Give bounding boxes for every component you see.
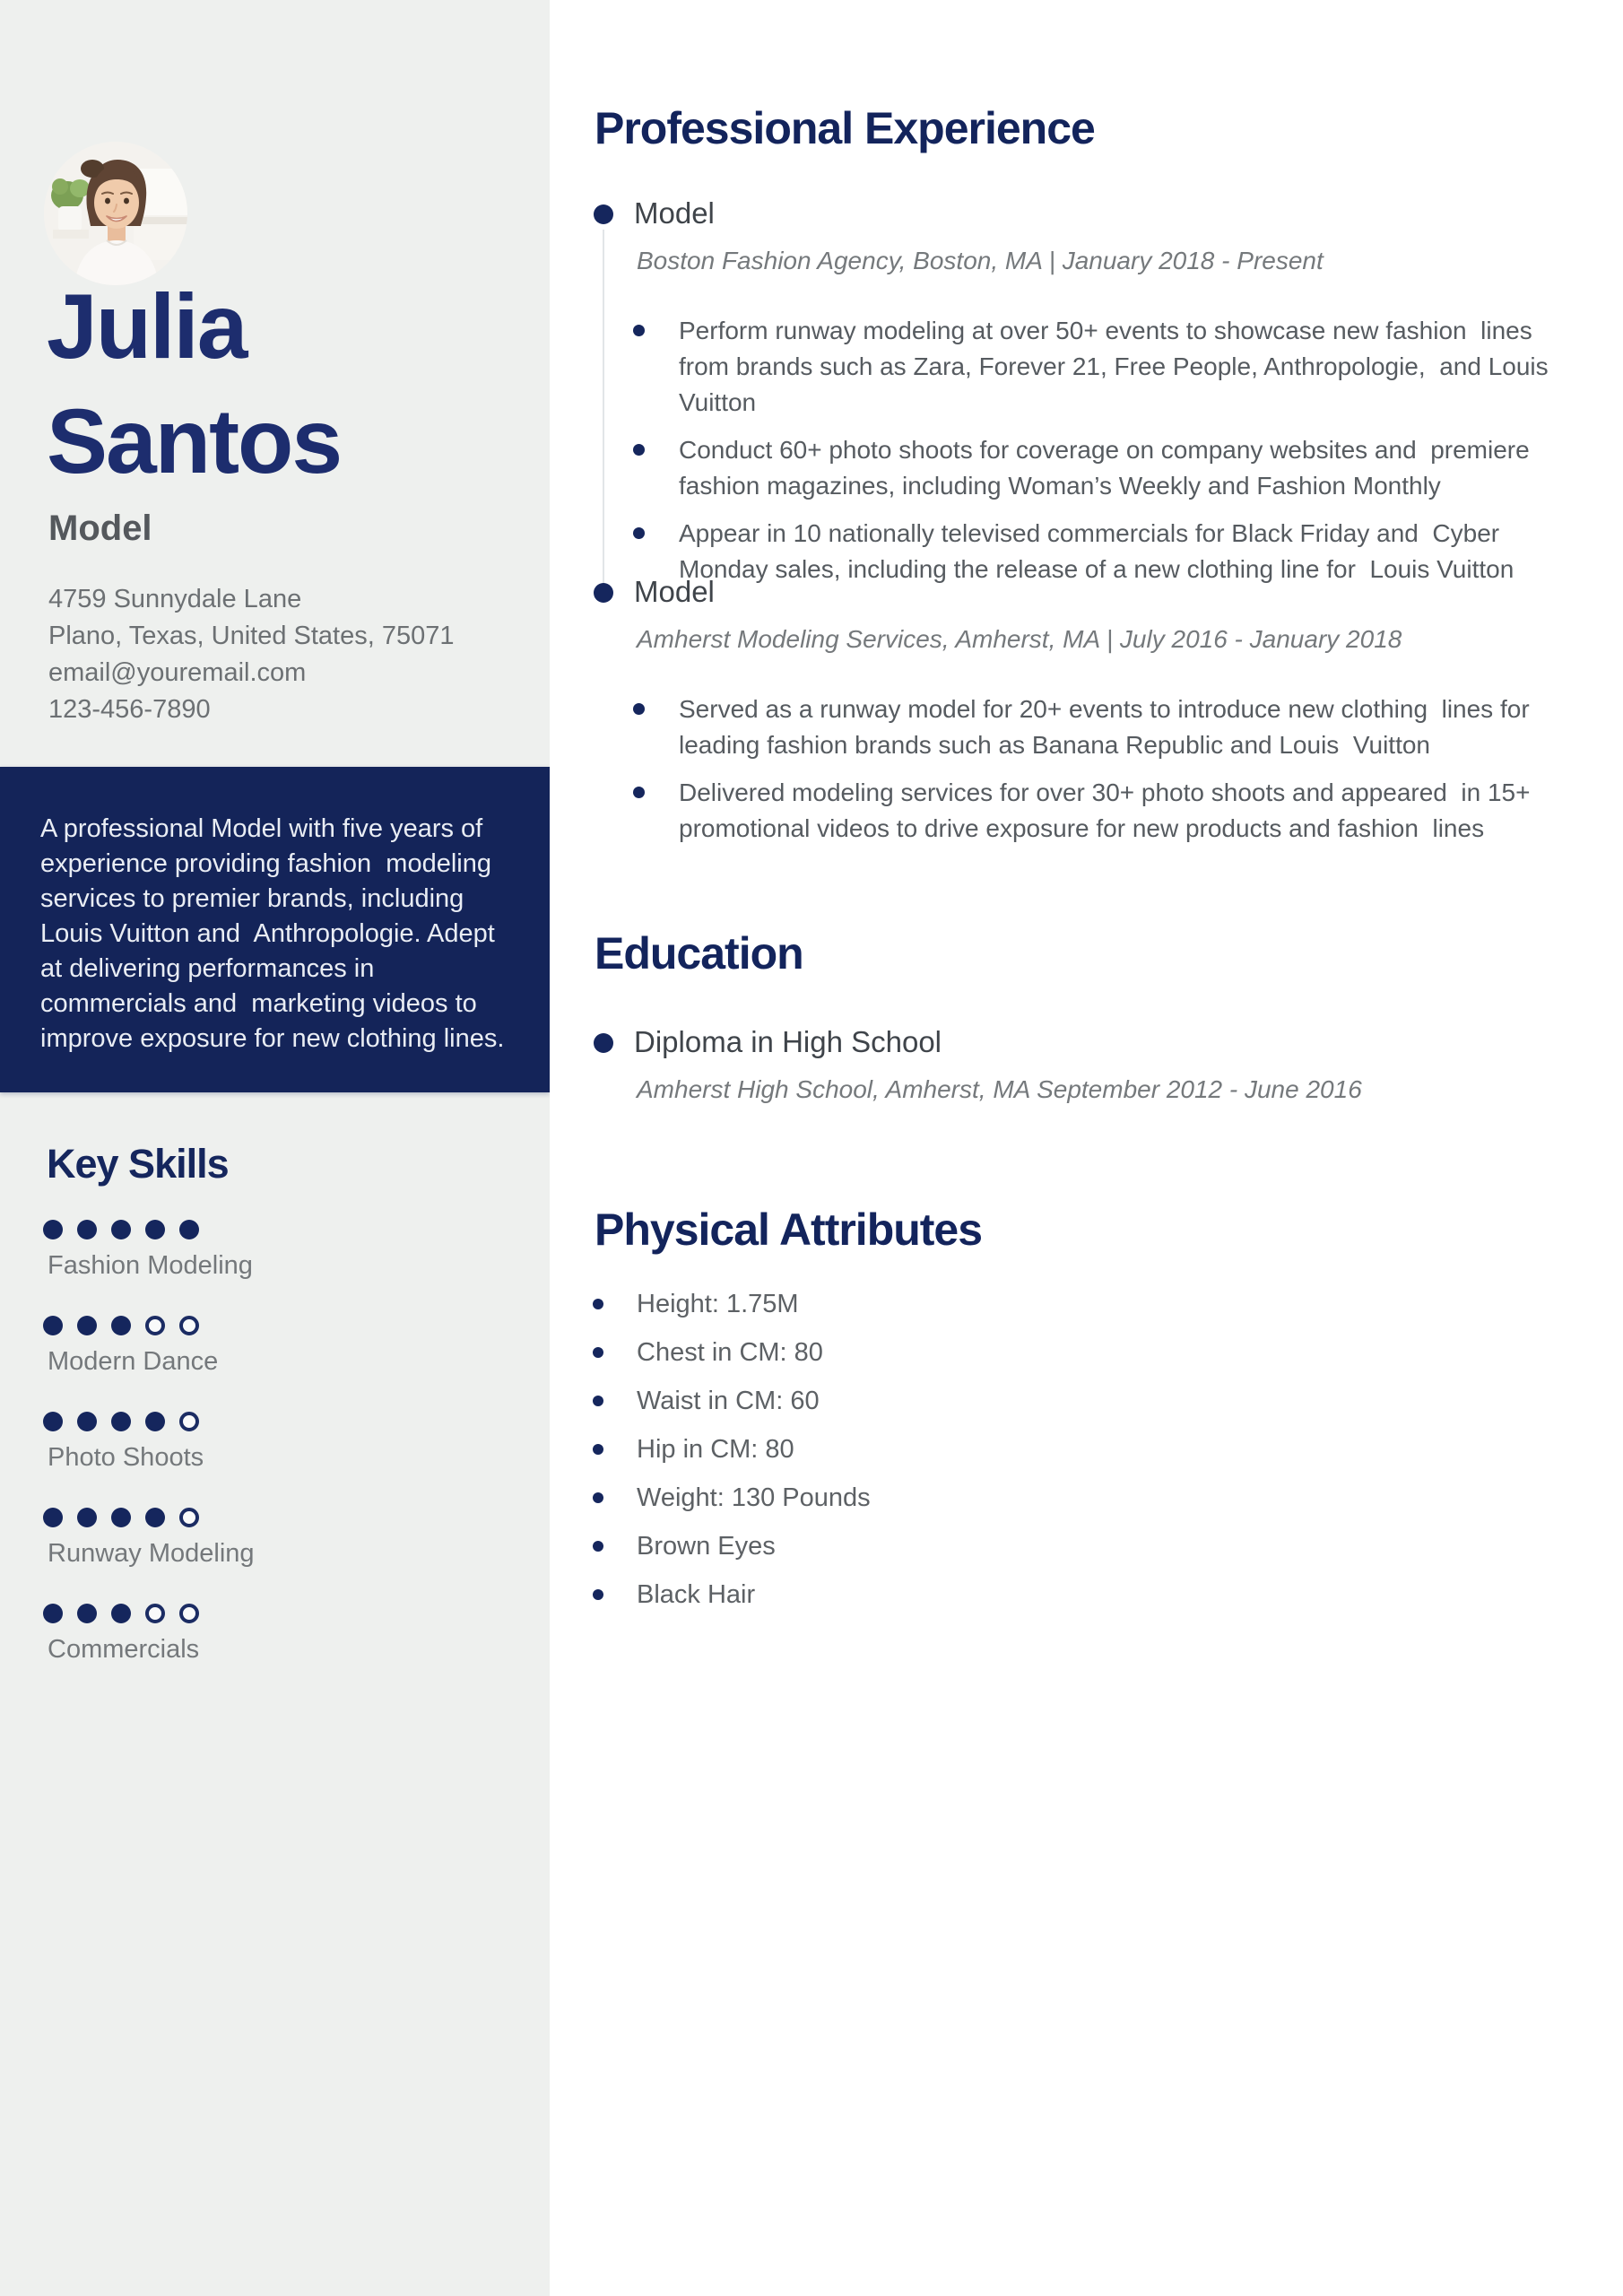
skill-dot-filled	[77, 1508, 97, 1527]
skill-dot-filled	[77, 1412, 97, 1431]
skill-dot-filled	[111, 1604, 131, 1623]
summary-text: A professional Model with five years of experience providing fashion modeling services to premier brands, including Louis Vuitton and Anthropologie. Adept at delivering performances in commercials and marketing videos to improve exposure for new clothing lines.	[40, 814, 505, 1053]
skill-label: Photo Shoots	[48, 1443, 204, 1472]
skill-dot-empty	[145, 1316, 165, 1335]
skill-item	[43, 1412, 509, 1474]
skill-dot-empty	[179, 1316, 199, 1335]
skill-dot-filled	[77, 1604, 97, 1623]
skill-dot-empty	[145, 1604, 165, 1623]
key-skills-heading: Key Skills	[47, 1141, 229, 1187]
skill-label: Commercials	[48, 1635, 200, 1664]
entry-bullet-dot	[594, 583, 613, 603]
entry-title: Model	[634, 196, 715, 230]
contact-address-line1: 4759 Sunnydale Lane	[48, 585, 302, 613]
skill-rating-dots	[43, 1220, 509, 1239]
entry-title: Diploma in High School	[634, 1025, 942, 1058]
contact-email: email@youremail.com	[48, 658, 307, 687]
skill-dot-filled	[111, 1220, 131, 1239]
physical-attribute-item: Height: 1.75M	[637, 1280, 871, 1328]
skill-item	[43, 1316, 509, 1378]
skill-rating-dots	[43, 1508, 509, 1527]
entry-bullet: Conduct 60+ photo shoots for coverage on company websites and premiere fashion magazines, including Woman’s Weekly and Fashion Monthly	[679, 432, 1587, 504]
entry-meta: Boston Fashion Agency, Boston, MA | January 2018 - Present	[637, 247, 1324, 274]
skill-dot-filled	[43, 1604, 63, 1623]
education-heading: Education	[595, 928, 803, 978]
entry-bullet-dot	[594, 1033, 613, 1053]
skill-dot-empty	[179, 1508, 199, 1527]
physical-attribute-item: Black Hair	[637, 1570, 871, 1619]
skill-dot-filled	[145, 1412, 165, 1431]
entry-bullet: Delivered modeling services for over 30+ photo shoots and appeared in 15+ promotional videos to drive exposure for new products and fashion lines	[679, 775, 1587, 847]
entry-meta: Amherst High School, Amherst, MA September 2012 - June 2016	[637, 1075, 1362, 1103]
skill-item	[43, 1604, 509, 1666]
skill-label: Modern Dance	[48, 1347, 219, 1376]
skill-rating-dots	[43, 1412, 509, 1431]
skill-dot-filled	[111, 1412, 131, 1431]
physical-attribute-item: Weight: 130 Pounds	[637, 1474, 871, 1522]
main-content	[550, 0, 1623, 2296]
person-name	[47, 269, 341, 499]
profile-photo-illustration	[44, 142, 187, 285]
contact-address-line2: Plano, Texas, United States, 75071	[48, 622, 455, 650]
physical-attributes-list	[637, 1280, 871, 1619]
contact-info	[48, 581, 455, 728]
person-last-name: Santos	[47, 390, 342, 492]
skill-dot-filled	[77, 1316, 97, 1335]
entry-meta: Amherst Modeling Services, Amherst, MA | July 2016 - January 2018	[637, 625, 1402, 653]
profile-photo-icon	[44, 142, 187, 285]
entry-bullet: Served as a runway model for 20+ events to introduce new clothing lines for leading fashion brands such as Banana Republic and Louis Vuitton	[679, 691, 1587, 763]
person-title: Model	[48, 509, 152, 548]
physical-attribute-item: Chest in CM: 80	[637, 1328, 871, 1377]
skill-dot-filled	[145, 1220, 165, 1239]
physical-attribute-item: Waist in CM: 60	[637, 1377, 871, 1425]
skill-dot-filled	[43, 1220, 63, 1239]
skill-label: Runway Modeling	[48, 1539, 255, 1568]
skill-dot-empty	[179, 1604, 199, 1623]
skill-item	[43, 1508, 509, 1570]
skill-dot-filled	[43, 1412, 63, 1431]
skill-dot-filled	[111, 1316, 131, 1335]
entry-bullet-dot	[594, 204, 613, 224]
sidebar	[0, 0, 550, 2296]
entry-bullets	[679, 313, 1587, 587]
resume-entry	[550, 574, 1587, 858]
contact-phone: 123-456-7890	[48, 695, 211, 724]
person-first-name: Julia	[47, 275, 247, 378]
skill-dot-filled	[179, 1220, 199, 1239]
skill-dot-filled	[111, 1508, 131, 1527]
entry-bullets	[679, 691, 1587, 847]
skill-dot-empty	[179, 1412, 199, 1431]
skill-label: Fashion Modeling	[48, 1251, 253, 1280]
resume-entry	[550, 1024, 1587, 1106]
skill-item	[43, 1220, 509, 1283]
entry-title: Model	[634, 575, 715, 608]
physical-attribute-item: Brown Eyes	[637, 1522, 871, 1570]
physical-attributes-heading: Physical Attributes	[595, 1205, 983, 1255]
physical-attribute-item: Hip in CM: 80	[637, 1425, 871, 1474]
skills-list	[43, 1220, 509, 1700]
skill-dot-filled	[145, 1508, 165, 1527]
skill-rating-dots	[43, 1316, 509, 1335]
entry-bullet: Appear in 10 nationally televised commercials for Black Friday and Cyber Monday sales, including the release of a new clothing line for Louis Vuitton	[679, 516, 1587, 587]
skill-dot-filled	[43, 1316, 63, 1335]
resume-entry	[550, 196, 1587, 599]
experience-heading: Professional Experience	[595, 103, 1095, 153]
entry-bullet: Perform runway modeling at over 50+ events to showcase new fashion lines from brands such as Zara, Forever 21, Free People, Anthropologie, and Louis Vuitton	[679, 313, 1587, 421]
skill-dot-filled	[43, 1508, 63, 1527]
skill-rating-dots	[43, 1604, 509, 1623]
summary-box	[0, 767, 550, 1092]
skill-dot-filled	[77, 1220, 97, 1239]
